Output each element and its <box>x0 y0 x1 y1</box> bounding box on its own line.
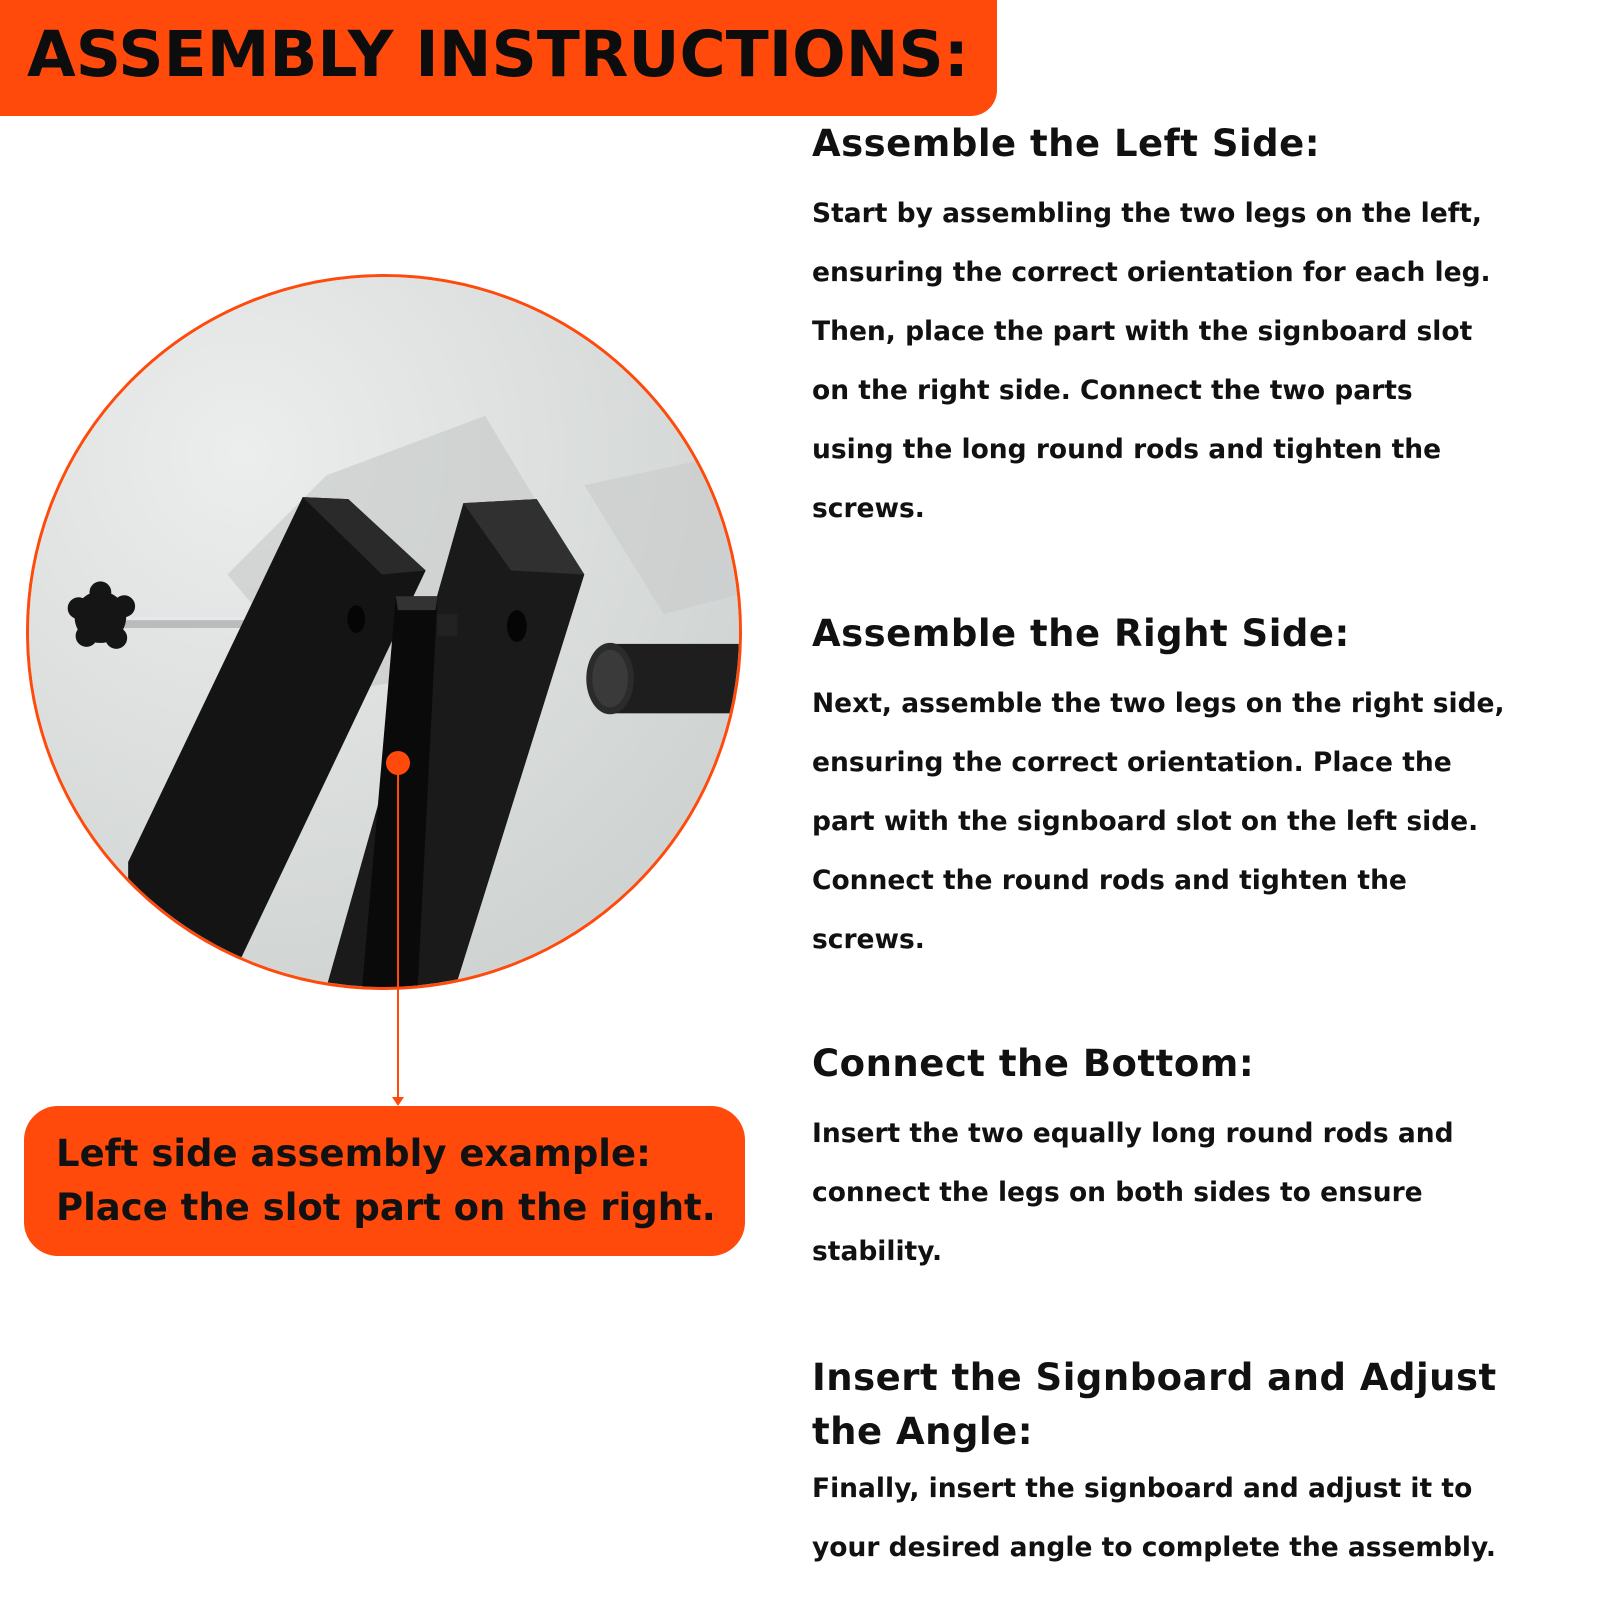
section-signboard-angle <box>812 1351 1592 1577</box>
caption-line-1: Left side assembly example: <box>56 1132 651 1175</box>
leg-brackets-illustration <box>29 277 739 987</box>
section-body: Insert the two equally long round rods and connect the legs on both sides to ensure stability. <box>812 1118 1454 1267</box>
section-body: Start by assembling the two legs on the left, ensuring the correct orientation for each leg. Then, place the part with the signboard slot on the right side. Connect the two parts using the long round rods and tighten the screws. <box>812 198 1491 524</box>
callout-dot <box>386 751 410 775</box>
assembly-photo <box>26 274 742 990</box>
caption-line-2: Place the slot part on the right. <box>56 1186 716 1229</box>
section-connect-bottom <box>812 1037 1592 1281</box>
section-body: Next, assemble the two legs on the right side, ensuring the correct orientation. Place the part with the signboard slot on the left side. Connect the round rods and tighten the screws. <box>812 688 1505 955</box>
caption-box <box>24 1106 745 1256</box>
section-right-side <box>812 607 1592 969</box>
page-title: ASSEMBLY INSTRUCTIONS: <box>27 18 969 91</box>
section-left-side <box>812 117 1592 538</box>
section-heading: Insert the Signboard and Adjust the Angle: <box>812 1356 1497 1453</box>
callout-arrowhead <box>392 1097 404 1106</box>
title-banner <box>0 0 997 116</box>
section-heading: Assemble the Right Side: <box>812 612 1350 655</box>
section-heading: Connect the Bottom: <box>812 1042 1255 1085</box>
callout-line <box>397 762 399 1102</box>
section-body: Finally, insert the signboard and adjust it to your desired angle to complete the assembly. <box>812 1473 1496 1563</box>
section-heading: Assemble the Left Side: <box>812 122 1321 165</box>
